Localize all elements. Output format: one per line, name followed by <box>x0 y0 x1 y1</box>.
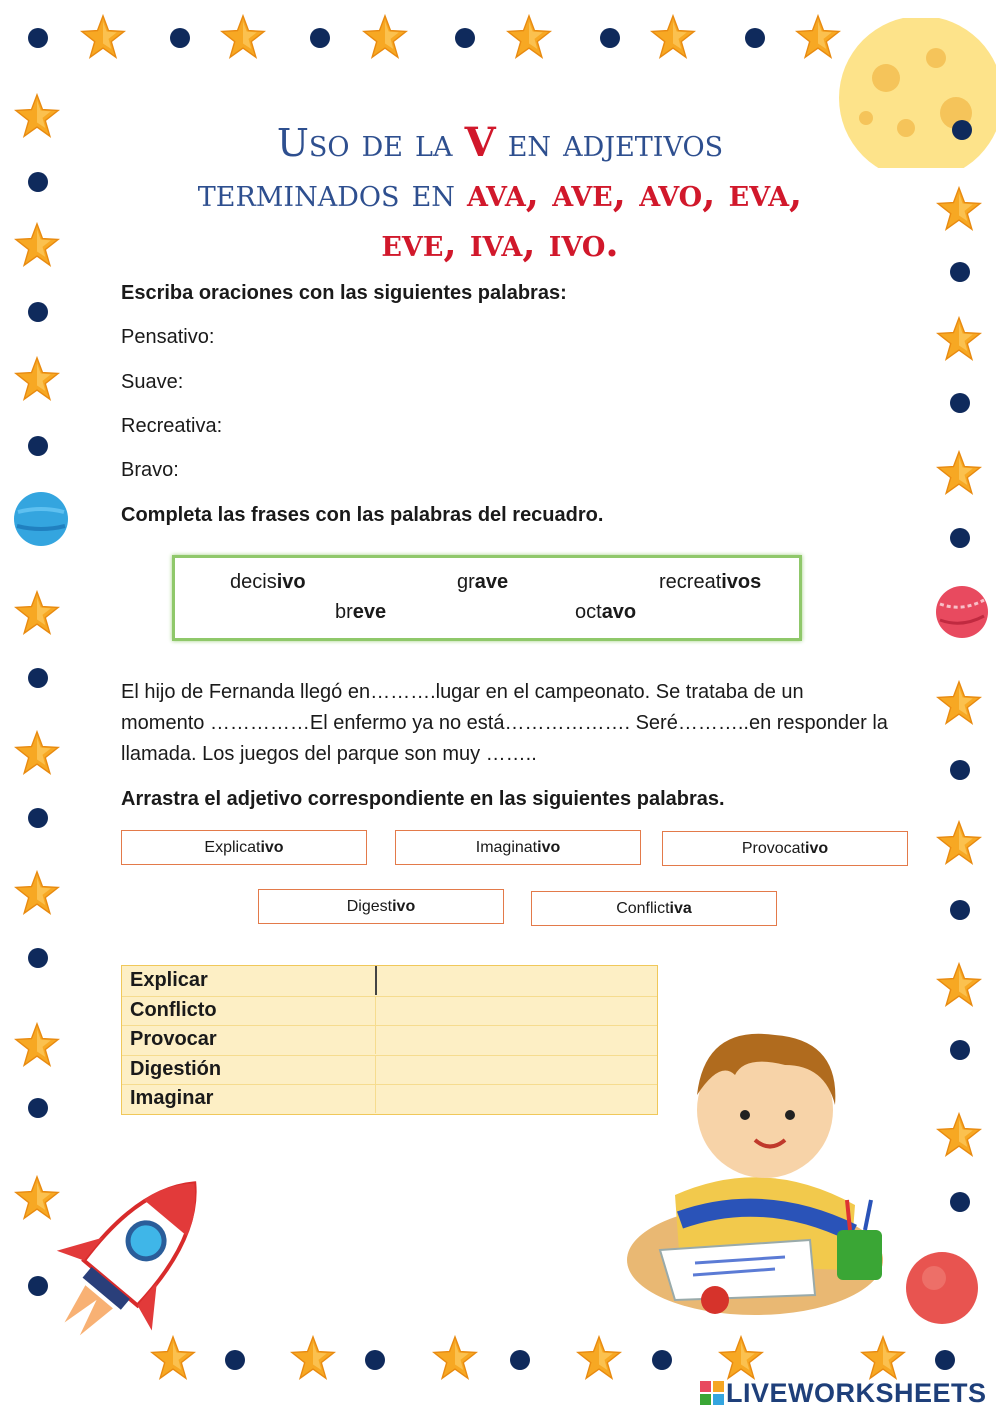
border-dot <box>510 1350 530 1370</box>
border-dot <box>950 760 970 780</box>
liveworksheets-logo: LIVEWORKSHEETS <box>700 1378 987 1409</box>
border-dot <box>28 302 48 322</box>
border-dot <box>652 1350 672 1370</box>
drag-chip-conflictiva[interactable]: Conflict iva <box>531 891 777 926</box>
instruction-complete-phrases: Completa las frases con las palabras del recuadro. <box>121 504 604 526</box>
planet-icon <box>12 490 70 548</box>
star-icon <box>936 316 982 362</box>
word-bank-item: recreativos <box>659 571 762 593</box>
star-icon <box>936 450 982 496</box>
border-dot <box>28 28 48 48</box>
border-dot <box>950 1040 970 1060</box>
star-icon <box>576 1335 622 1381</box>
border-dot <box>170 28 190 48</box>
border-dot <box>28 948 48 968</box>
border-dot <box>935 1350 955 1370</box>
border-dot <box>28 668 48 688</box>
border-dot <box>600 28 620 48</box>
border-dot <box>365 1350 385 1370</box>
star-icon <box>936 680 982 726</box>
row-label: Provocar <box>130 1028 217 1051</box>
drag-chip-provocativo[interactable]: Provocat ivo <box>662 831 908 866</box>
star-icon <box>506 14 552 60</box>
star-icon <box>650 14 696 60</box>
drop-target[interactable] <box>375 966 659 995</box>
star-icon <box>80 14 126 60</box>
word-prompt-suave: Suave: <box>121 371 184 393</box>
word-bank-item: decisivo <box>230 571 306 593</box>
word-bank-box <box>172 555 802 641</box>
drop-target[interactable] <box>375 996 658 1025</box>
border-dot <box>950 1192 970 1212</box>
star-icon <box>290 1335 336 1381</box>
row-label: Explicar <box>130 969 208 991</box>
star-icon <box>14 1022 60 1068</box>
page-title: Uso de la V en adjetivos terminados en ava, ave, avo, eva, eve, iva, ivo. <box>197 119 803 265</box>
fill-in-paragraph: El hijo de Fernanda llegó en……….lugar en el campeonato. Se trataba de un momento ……………El enfermo ya no está………………. Seré………..en responder la llamada. Los juegos del parque son muy …….. <box>121 681 888 765</box>
word-prompt-pensativo: Pensativo: <box>121 326 215 348</box>
border-dot <box>950 528 970 548</box>
border-dot <box>745 28 765 48</box>
word-prompt-recreativa: Recreativa: <box>121 415 223 437</box>
border-dot <box>455 28 475 48</box>
star-icon <box>14 870 60 916</box>
drop-target[interactable] <box>375 1025 658 1054</box>
boy-writing-illustration <box>625 995 905 1330</box>
star-icon <box>432 1335 478 1381</box>
drag-chip-explicativo[interactable]: Explicat ivo <box>121 830 367 865</box>
match-table <box>121 965 658 1115</box>
star-icon <box>936 962 982 1008</box>
star-icon <box>362 14 408 60</box>
border-dot <box>310 28 330 48</box>
drag-chip-digestivo[interactable]: Digest ivo <box>258 889 504 924</box>
word-bank-item: grave <box>457 571 509 593</box>
table-row <box>122 1055 657 1086</box>
table-row <box>122 1084 657 1114</box>
word-bank-item: octavo <box>575 601 637 623</box>
planet-icon <box>904 1250 980 1326</box>
row-label: Digestión <box>130 1057 222 1080</box>
star-icon <box>936 186 982 232</box>
star-icon <box>14 590 60 636</box>
instruction-drag-adjective: Arrastra el adjetivo correspondiente en las siguientes palabras. <box>121 788 725 810</box>
border-dot <box>28 1098 48 1118</box>
drop-target[interactable] <box>375 1055 658 1084</box>
star-icon <box>14 730 60 776</box>
table-row <box>122 966 657 997</box>
border-dot <box>950 900 970 920</box>
table-row <box>122 996 657 1027</box>
star-icon <box>936 820 982 866</box>
word-prompt-bravo: Bravo: <box>121 459 179 481</box>
logo-mark-icon <box>700 1381 724 1405</box>
star-icon <box>14 222 60 268</box>
row-label: Imaginar <box>130 1087 214 1110</box>
instruction-write-sentences: Escriba oraciones con las siguientes palabras: <box>121 282 567 304</box>
border-dot <box>28 808 48 828</box>
rocket-illustration <box>20 1150 240 1370</box>
border-dot <box>950 262 970 282</box>
star-icon <box>936 1112 982 1158</box>
row-label: Conflicto <box>130 998 217 1021</box>
planet-icon <box>934 584 990 640</box>
word-bank-item: breve <box>335 601 387 623</box>
drop-target[interactable] <box>375 1084 658 1113</box>
border-dot <box>28 172 48 192</box>
star-icon <box>220 14 266 60</box>
border-dot <box>950 393 970 413</box>
border-dot <box>28 436 48 456</box>
star-icon <box>14 93 60 139</box>
star-icon <box>860 1335 906 1381</box>
drag-chip-imaginativo[interactable]: Imaginat ivo <box>395 830 641 865</box>
star-icon <box>718 1335 764 1381</box>
star-icon <box>14 356 60 402</box>
border-dot <box>952 120 972 140</box>
table-row <box>122 1025 657 1056</box>
